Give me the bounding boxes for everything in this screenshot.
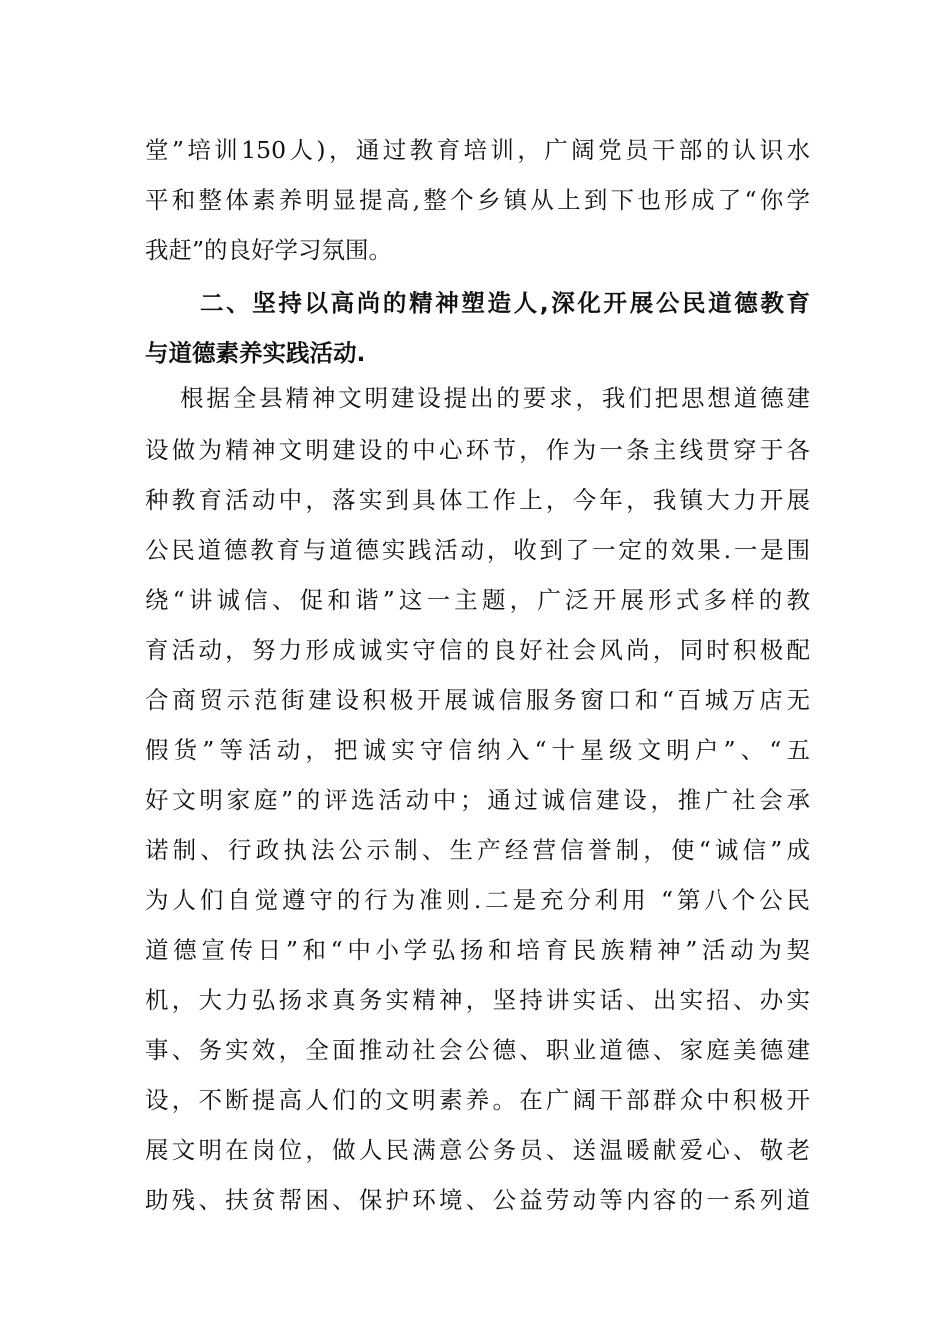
paragraph-line: 事、务实效，全面推动社会公德、职业道德、家庭美德建 [145,1036,810,1064]
paragraph-line: 合商贸示范街建设积极开展诚信服务窗口和“百城万店无 [145,686,810,714]
paragraph-line: 助残、扶贫帮困、保护环境、公益劳动等内容的一系列道 [145,1186,810,1214]
section-heading-line: 二、坚持以高尚的精神塑造人,深化开展公民道德教育 [200,289,810,317]
paragraph-line: 设做为精神文明建设的中心环节，作为一条主线贯穿于各 [145,436,810,464]
paragraph-line: 展文明在岗位，做人民满意公务员、送温暖献爱心、敬老 [145,1136,810,1164]
paragraph-line: 堂”培训150人)，通过教育培训，广阔党员干部的认识水 [145,136,810,164]
paragraph-line: 假货”等活动，把诚实守信纳入“十星级文明户”、“五 [145,736,810,764]
paragraph-line: 为人们自觉遵守的行为准则.二是充分利用 “第八个公民 [145,886,810,914]
paragraph-line: 道德宣传日”和“中小学弘扬和培育民族精神”活动为契 [145,936,810,964]
paragraph-line: 好文明家庭”的评选活动中；通过诚信建设，推广社会承 [145,786,810,814]
paragraph-line: 诺制、行政执法公示制、生产经营信誉制，使“诚信”成 [145,836,810,864]
paragraph-line: 根据全县精神文明建设提出的要求，我们把思想道德建 [180,384,810,412]
paragraph-line: 设，不断提高人们的文明素养。在广阔干部群众中积极开 [145,1086,810,1114]
paragraph-line: 我赶”的良好学习氛围。 [145,236,393,264]
paragraph-line: 绕“讲诚信、促和谐”这一主题，广泛开展形式多样的教 [145,586,810,614]
paragraph-line: 育活动，努力形成诚实守信的良好社会风尚，同时积极配 [145,636,810,664]
paragraph-line: 种教育活动中，落实到具体工作上，今年，我镇大力开展 [145,486,810,514]
paragraph-line: 机，大力弘扬求真务实精神，坚持讲实话、出实招、办实 [145,986,810,1014]
section-heading-line: 与道德素养实践活动. [145,339,366,367]
paragraph-line: 平和整体素养明显提高,整个乡镇从上到下也形成了“你学 [145,186,810,214]
paragraph-line: 公民道德教育与道德实践活动，收到了一定的效果.一是围 [145,536,810,564]
